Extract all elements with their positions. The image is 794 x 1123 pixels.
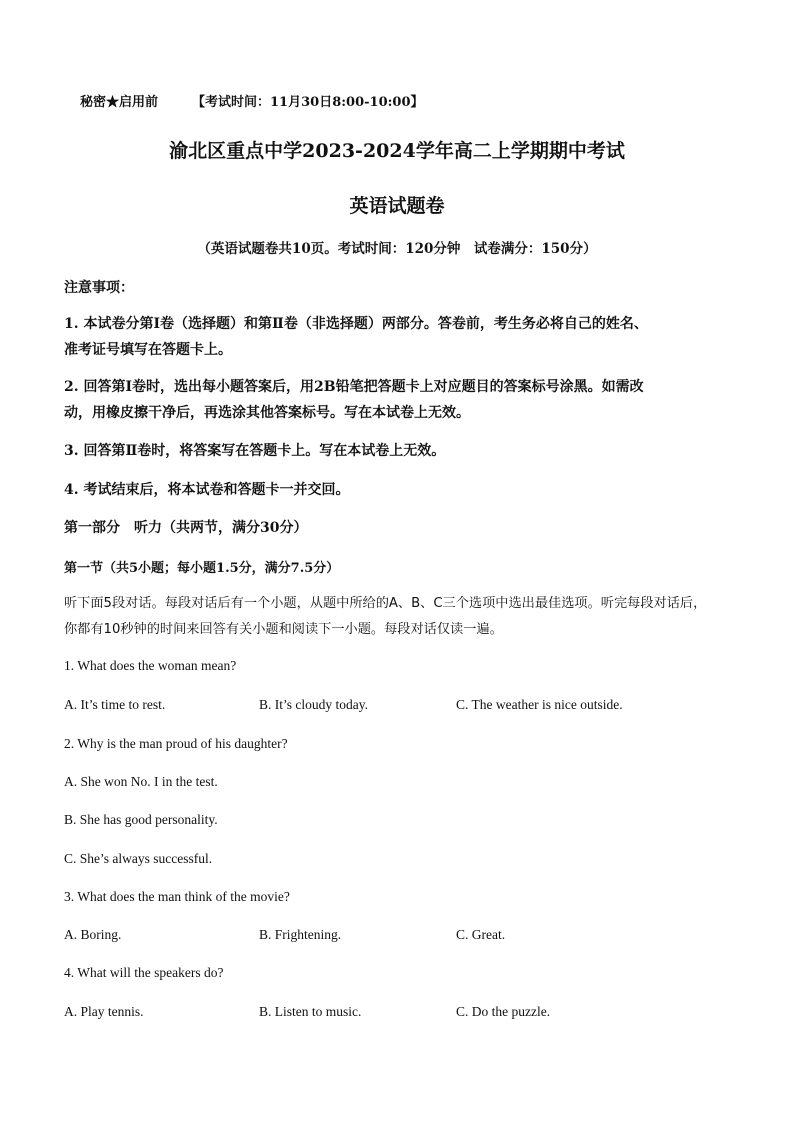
exam-header <box>80 91 424 110</box>
notes-heading: 注意事项： <box>64 280 134 296</box>
exam-subtitle: 英语试题卷 <box>349 195 445 217</box>
question-4-option-b: B. Listen to music. <box>259 1004 362 1019</box>
note-item-3 <box>64 438 445 464</box>
exam-info: （英语试题卷共10页。考试时间：120分钟 试卷满分：150分） <box>197 241 597 257</box>
exam-time: 【考试时间：11月30日8:00-10:00】 <box>192 95 424 110</box>
part1-heading: 第一部分 听力（共两节，满分30分） <box>64 520 308 536</box>
section1-heading: 第一节（共5小题；每小题1.5分，满分7.5分） <box>64 561 340 576</box>
question-2-option-c: C. She’s always successful. <box>64 851 213 866</box>
note-item-2 <box>64 374 644 426</box>
note-item-3-line1: 3. 回答第Ⅱ卷时，将答案写在答题卡上。写在本试卷上无效。 <box>64 443 446 459</box>
note-item-2-line2: 动，用橡皮擦干净后，再选涂其他答案标号。写在本试卷上无效。 <box>64 405 470 421</box>
question-1-option-a: A. It’s time to rest. <box>64 697 166 712</box>
note-item-4-line1: 4. 考试结束后，将本试卷和答题卡一并交回。 <box>64 482 350 498</box>
note-item-1-line2: 准考证号填写在答题卡上。 <box>64 342 232 358</box>
question-4-stem: 4. What will the speakers do? <box>64 965 224 980</box>
question-4-option-c: C. Do the puzzle. <box>456 1004 551 1019</box>
question-3-option-a: A. Boring. <box>64 927 122 942</box>
confidential-label: 秘密★启用前 <box>80 95 159 110</box>
question-2-stem: 2. Why is the man proud of his daughter? <box>64 736 288 751</box>
instructions-line1: 听下面5段对话。每段对话后有一个小题，从题中所给的A、B、C三个选项中选出最佳选项。听完每段对话后， <box>64 596 707 611</box>
note-item-1 <box>64 311 648 363</box>
question-4-option-a: A. Play tennis. <box>64 1004 144 1019</box>
question-3-option-c: C. Great. <box>456 927 506 942</box>
listening-instructions <box>64 591 706 643</box>
question-1-stem: 1. What does the woman mean? <box>64 658 237 673</box>
instructions-line2: 你都有10秒钟的时间来回答有关小题和阅读下一小题。每段对话仅读一遍。 <box>64 622 503 637</box>
question-1-option-c: C. The weather is nice outside. <box>456 697 623 712</box>
exam-title: 渝北区重点中学2023-2024学年高二上学期期中考试 <box>169 140 625 162</box>
question-2-option-a: A. She won No. I in the test. <box>64 774 218 789</box>
note-item-2-line1: 2. 回答第Ⅰ卷时，选出每小题答案后，用2B铅笔把答题卡上对应题目的答案标号涂黑。如需改 <box>64 379 644 395</box>
note-item-1-line1: 1. 本试卷分第Ⅰ卷（选择题）和第Ⅱ卷（非选择题）两部分。答卷前，考生务必将自己的姓名、 <box>64 316 648 332</box>
question-2-option-b: B. She has good personality. <box>64 812 218 827</box>
question-3-option-b: B. Frightening. <box>259 927 342 942</box>
question-3-stem: 3. What does the man think of the movie? <box>64 889 290 904</box>
note-item-4 <box>64 477 350 503</box>
question-1-option-b: B. It’s cloudy today. <box>259 697 368 712</box>
